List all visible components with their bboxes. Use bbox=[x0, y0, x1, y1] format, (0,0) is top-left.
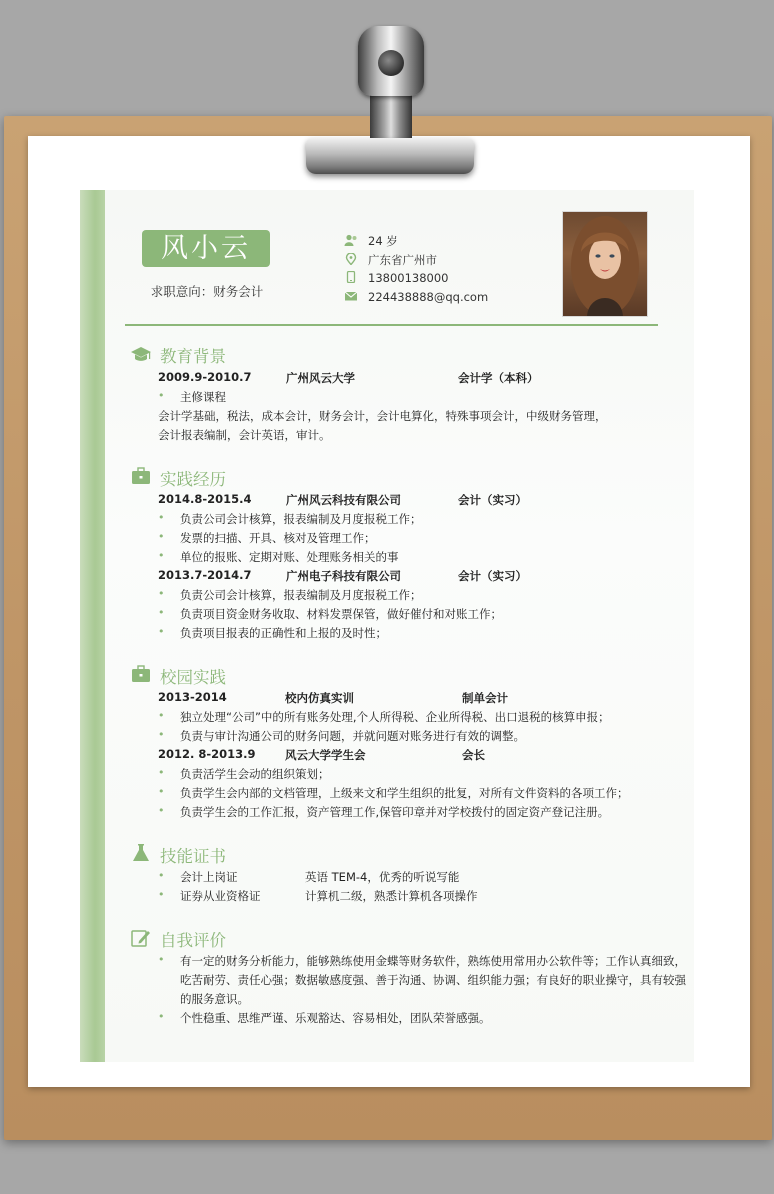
section-title-skills: 技能证书 bbox=[160, 847, 226, 866]
profile-photo bbox=[562, 211, 648, 317]
campus-period: 2012. 8-2013.9 bbox=[158, 747, 256, 761]
campus-duty: 负责与审计沟通公司的财务问题，并就问题对账务进行有效的调整。 bbox=[180, 729, 525, 743]
flask-icon bbox=[130, 843, 152, 863]
campus-duty: 负责学生会内部的文档管理，上级来文和学生组织的批复，对所有文件资料的各项工作； bbox=[180, 786, 629, 800]
bullet-dot: • bbox=[158, 888, 165, 901]
bullet-dot: • bbox=[158, 804, 165, 817]
campus-duty: 负责学生会的工作汇报，资产管理工作,保管印章并对学校拨付的固定资产登记注册。 bbox=[180, 805, 610, 819]
education-course-line: 会计学基础，税法，成本会计，财务会计，会计电算化，特殊事项会计，中级财务管理， bbox=[158, 409, 607, 423]
bullet-dot: • bbox=[158, 709, 165, 722]
job-duty: 负责项目报表的正确性和上报的及时性； bbox=[180, 626, 387, 640]
self-eval-line: 吃苦耐劳、责任心强；数据敏感度强、善于沟通、协调、组织能力强；有良好的职业操守，具有较强 bbox=[180, 973, 686, 987]
clip-hole bbox=[378, 50, 404, 76]
self-eval-line: 有一定的财务分析能力，能够熟练使用金蝶等财务软件，熟练使用常用办公软件等；工作认真细致， bbox=[180, 954, 686, 968]
skill-desc: 计算机二级，熟悉计算机各项操作 bbox=[305, 889, 478, 903]
job-duty: 单位的报账、定期对账、处理账务相关的事 bbox=[180, 550, 399, 564]
job-duty: 发票的扫描、开具、核对及管理工作； bbox=[180, 531, 376, 545]
clip-base bbox=[306, 138, 474, 174]
bullet-dot: • bbox=[158, 728, 165, 741]
job-role: 会计（实习） bbox=[458, 569, 527, 583]
mail-icon bbox=[344, 290, 358, 302]
contact-location bbox=[344, 252, 437, 268]
education-major: 会计学（本科） bbox=[458, 371, 539, 385]
bullet-dot: • bbox=[158, 869, 165, 882]
person-icon bbox=[344, 234, 358, 246]
contact-age-text: 24 岁 bbox=[368, 234, 398, 248]
contact-email-text: 224438888@qq.com bbox=[368, 290, 489, 304]
bullet-dot: • bbox=[158, 530, 165, 543]
edit-icon bbox=[130, 928, 152, 948]
section-title-practice: 实践经历 bbox=[160, 470, 226, 489]
contact-phone bbox=[344, 271, 448, 285]
briefcase-icon bbox=[130, 466, 152, 486]
bullet-dot: • bbox=[158, 389, 165, 402]
skill-desc: 英语 TEM-4，优秀的听说写能 bbox=[305, 870, 460, 884]
bullet-dot: • bbox=[158, 625, 165, 638]
resume-side-bar bbox=[80, 190, 105, 1062]
education-school: 广州风云大学 bbox=[286, 371, 355, 385]
education-course-line: 会计报表编制，会计英语，审计。 bbox=[158, 428, 331, 442]
contact-location-text: 广东省广州市 bbox=[368, 253, 437, 267]
job-period: 2014.8-2015.4 bbox=[158, 492, 252, 506]
job-duty: 负责公司会计核算，报表编制及月度报税工作； bbox=[180, 512, 422, 526]
location-pin-icon bbox=[344, 253, 358, 265]
bullet-dot: • bbox=[158, 1010, 165, 1023]
job-company: 广州电子科技有限公司 bbox=[286, 569, 401, 583]
bullet-dot: • bbox=[158, 549, 165, 562]
section-title-education: 教育背景 bbox=[160, 347, 226, 366]
campus-org: 校内仿真实训 bbox=[285, 691, 354, 705]
briefcase-icon bbox=[130, 664, 152, 684]
education-course-label: 主修课程 bbox=[180, 390, 226, 404]
campus-role: 制单会计 bbox=[462, 691, 508, 705]
self-eval-line: 个性稳重、思维严谨、乐观豁达、容易相处，团队荣誉感强。 bbox=[180, 1011, 491, 1025]
graduation-cap-icon bbox=[130, 344, 152, 364]
campus-period: 2013-2014 bbox=[158, 690, 227, 704]
campus-role: 会长 bbox=[462, 748, 485, 762]
contact-phone-text: 13800138000 bbox=[368, 271, 449, 285]
job-role: 会计（实习） bbox=[458, 493, 527, 507]
candidate-name: 风小云 bbox=[142, 230, 270, 267]
section-title-self-eval: 自我评价 bbox=[160, 931, 226, 950]
job-objective: 求职意向：财务会计 bbox=[150, 284, 264, 299]
bullet-dot: • bbox=[158, 511, 165, 524]
bullet-dot: • bbox=[158, 785, 165, 798]
campus-duty: 独立处理“公司”中的所有账务处理,个人所得税、企业所得税、出口退税的核算申报； bbox=[180, 710, 610, 724]
phone-icon bbox=[344, 271, 358, 283]
job-period: 2013.7-2014.7 bbox=[158, 568, 252, 582]
contact-email bbox=[344, 290, 488, 304]
bullet-dot: • bbox=[158, 606, 165, 619]
bullet-dot: • bbox=[158, 953, 165, 966]
resume bbox=[80, 190, 694, 1062]
job-duty: 负责公司会计核算，报表编制及月度报税工作； bbox=[180, 588, 422, 602]
contact-age bbox=[344, 233, 398, 249]
clip-neck bbox=[370, 92, 412, 142]
bullet-dot: • bbox=[158, 766, 165, 779]
campus-org: 风云大学学生会 bbox=[285, 748, 366, 762]
job-duty: 负责项目资金财务收取、材料发票保管，做好催付和对账工作； bbox=[180, 607, 502, 621]
section-title-campus: 校园实践 bbox=[160, 668, 226, 687]
header-divider bbox=[125, 324, 658, 326]
skill-name: 证券从业资格证 bbox=[180, 889, 261, 903]
skill-name: 会计上岗证 bbox=[180, 870, 238, 884]
self-eval-line: 的服务意识。 bbox=[180, 992, 249, 1006]
bullet-dot: • bbox=[158, 587, 165, 600]
campus-duty: 负责活学生会动的组织策划； bbox=[180, 767, 330, 781]
job-company: 广州风云科技有限公司 bbox=[286, 493, 401, 507]
education-period: 2009.9-2010.7 bbox=[158, 370, 252, 384]
